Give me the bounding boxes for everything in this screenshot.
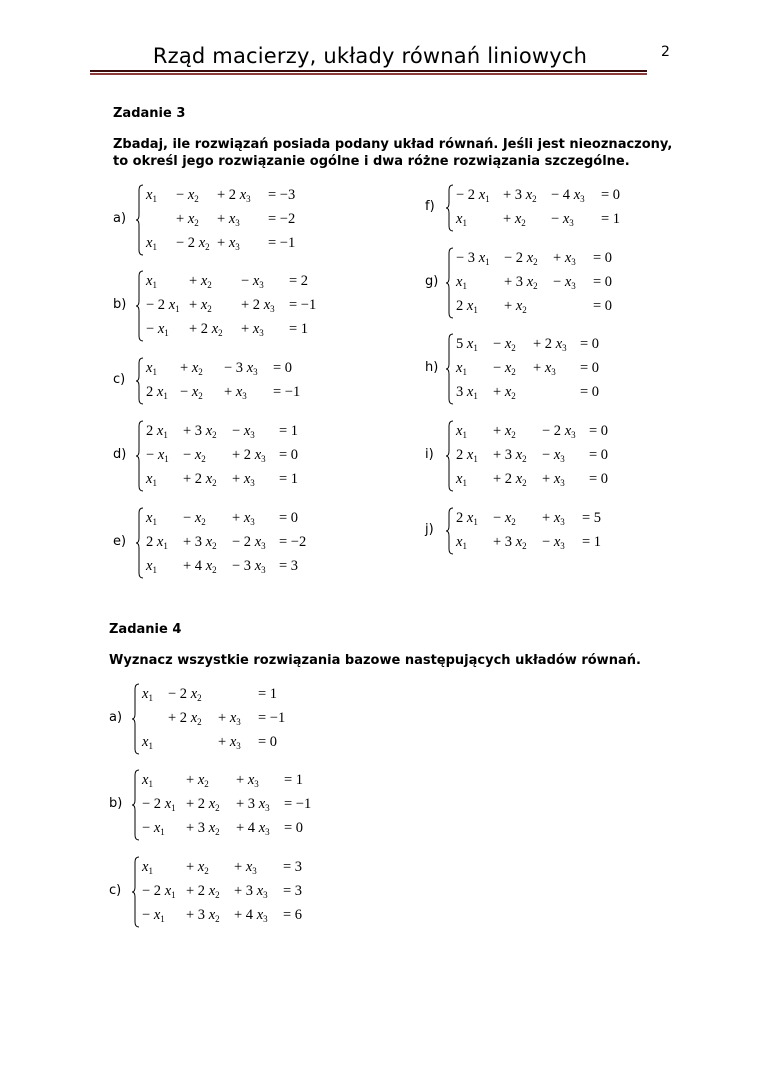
equation-term: $x_1$ xyxy=(146,471,157,488)
equation-term: + 3 $x_2$ xyxy=(503,187,537,204)
equation-term: + 4 $x_2$ xyxy=(183,558,217,575)
zadanie-3-system-label: i) xyxy=(425,447,434,462)
equation-term: − $x_3$ xyxy=(542,534,565,551)
zadanie-3-equation-system xyxy=(445,184,645,232)
equation-term: + $x_2$ xyxy=(503,211,526,228)
equation-term: $x_1$ xyxy=(456,211,467,228)
equation-term: − $x_2$ xyxy=(183,510,206,527)
equation-term: − 2 $x_1$ xyxy=(142,796,176,813)
equation-term: + 2 $x_3$ xyxy=(533,336,567,353)
left-brace xyxy=(445,507,455,555)
zadanie-4-heading: Zadanie 4 xyxy=(109,622,182,637)
zadanie-3-system-label: b) xyxy=(113,297,127,312)
zadanie-3-system-label: h) xyxy=(425,360,439,375)
equation-rhs: = −1 xyxy=(268,235,296,251)
zadanie-3-heading: Zadanie 3 xyxy=(113,106,186,121)
equation-rhs: = 0 xyxy=(589,423,609,439)
zadanie-3-system-label: f) xyxy=(425,199,435,214)
zadanie-4-system-label: a) xyxy=(109,710,123,725)
equation-rhs: = 0 xyxy=(593,274,613,290)
zadanie-3-equation-system xyxy=(135,507,335,579)
equation-term: $x_1$ xyxy=(456,360,467,377)
equation-rhs: = −3 xyxy=(268,187,296,203)
equation-term: + $x_3$ xyxy=(553,250,576,267)
zadanie-4-instruction: Wyznacz wszystkie rozwiązania bazowe następujących układów równań. xyxy=(109,653,641,668)
equation-rhs: = 1 xyxy=(258,686,278,702)
equation-rhs: = 0 xyxy=(589,471,609,487)
equation-term: + $x_2$ xyxy=(186,859,209,876)
zadanie-3-system-label: g) xyxy=(425,274,439,289)
equation-term: 2 $x_1$ xyxy=(456,447,478,464)
equation-term: − $x_2$ xyxy=(183,447,206,464)
equation-term: 3 $x_1$ xyxy=(456,384,478,401)
equation-term: − $x_1$ xyxy=(142,907,165,924)
equation-term: + 2 $x_3$ xyxy=(241,297,275,314)
equation-term: − $x_1$ xyxy=(146,321,169,338)
equation-rhs: = 0 xyxy=(580,336,600,352)
equation-term: − $x_3$ xyxy=(241,273,264,290)
equation-term: $x_1$ xyxy=(146,273,157,290)
zadanie-3-equation-system xyxy=(135,184,335,256)
equation-rhs: = 1 xyxy=(279,471,299,487)
equation-rhs: = −1 xyxy=(273,384,301,400)
equation-term: 2 $x_1$ xyxy=(456,298,478,315)
equation-term: + 2 $x_2$ xyxy=(186,883,220,900)
equation-rhs: = 0 xyxy=(284,820,304,836)
equation-term: + 2 $x_2$ xyxy=(493,471,527,488)
equation-term: − $x_3$ xyxy=(542,447,565,464)
equation-term: $x_1$ xyxy=(142,772,153,789)
equation-term: $x_1$ xyxy=(142,859,153,876)
zadanie-4-equation-system xyxy=(131,769,331,841)
equation-rhs: = 5 xyxy=(582,510,602,526)
equation-term: + $x_3$ xyxy=(236,772,259,789)
equation-term: + 2 $x_2$ xyxy=(189,321,223,338)
equation-term: $x_1$ xyxy=(146,235,157,252)
equation-term: $x_1$ xyxy=(456,534,467,551)
header-divider xyxy=(90,70,647,76)
equation-rhs: = −1 xyxy=(284,796,312,812)
equation-term: + $x_2$ xyxy=(504,298,527,315)
zadanie-3-system-label: e) xyxy=(113,534,127,549)
zadanie-4-equation-system xyxy=(131,856,331,928)
left-brace xyxy=(131,769,141,841)
equation-term: + $x_2$ xyxy=(189,297,212,314)
equation-rhs: = 1 xyxy=(279,423,299,439)
equation-term: − $x_3$ xyxy=(553,274,576,291)
equation-rhs: = 1 xyxy=(601,211,621,227)
equation-term: + $x_3$ xyxy=(217,235,240,252)
equation-term: $x_1$ xyxy=(456,471,467,488)
zadanie-4-system-label: b) xyxy=(109,796,123,811)
equation-term: − 3 $x_3$ xyxy=(232,558,266,575)
zadanie-3-system-label: d) xyxy=(113,447,127,462)
page-title: Rząd macierzy, układy równań liniowych xyxy=(152,44,588,68)
zadanie-3-instruction-line2: to określ jego rozwiązanie ogólne i dwa różne rozwiązania szczególne. xyxy=(113,154,630,169)
left-brace xyxy=(135,420,145,492)
equation-term: + $x_3$ xyxy=(218,710,241,727)
equation-term: + $x_3$ xyxy=(217,211,240,228)
left-brace xyxy=(445,333,455,405)
equation-rhs: = 3 xyxy=(279,558,299,574)
equation-term: + 3 $x_3$ xyxy=(234,883,268,900)
equation-rhs: = 0 xyxy=(580,384,600,400)
equation-term: − 3 $x_1$ xyxy=(456,250,490,267)
equation-rhs: = 0 xyxy=(279,447,299,463)
equation-term: − 2 $x_1$ xyxy=(142,883,176,900)
zadanie-3-equation-system xyxy=(445,333,645,405)
equation-rhs: = 6 xyxy=(283,907,303,923)
equation-rhs: = 1 xyxy=(582,534,602,550)
equation-term: − 2 $x_3$ xyxy=(232,534,266,551)
equation-term: − 2 $x_2$ xyxy=(504,250,538,267)
equation-term: + $x_3$ xyxy=(232,510,255,527)
equation-term: $x_1$ xyxy=(142,734,153,751)
zadanie-3-equation-system xyxy=(445,247,645,319)
equation-term: + 2 $x_2$ xyxy=(183,471,217,488)
equation-rhs: = −2 xyxy=(279,534,307,550)
equation-term: 2 $x_1$ xyxy=(456,510,478,527)
equation-term: − $x_2$ xyxy=(176,187,199,204)
equation-rhs: = 0 xyxy=(258,734,278,750)
left-brace xyxy=(135,270,145,342)
zadanie-4-system-label: c) xyxy=(109,883,122,898)
left-brace xyxy=(131,683,141,755)
left-brace xyxy=(445,184,455,232)
zadanie-3-system-label: j) xyxy=(425,522,434,537)
zadanie-3-equation-system xyxy=(135,270,335,342)
equation-rhs: = 3 xyxy=(283,859,303,875)
equation-term: + $x_3$ xyxy=(234,859,257,876)
equation-rhs: = 0 xyxy=(589,447,609,463)
equation-term: + 3 $x_2$ xyxy=(183,534,217,551)
equation-term: + 3 $x_2$ xyxy=(186,820,220,837)
equation-rhs: = −1 xyxy=(289,297,317,313)
equation-term: + 4 $x_3$ xyxy=(236,820,270,837)
equation-term: + $x_3$ xyxy=(542,471,565,488)
equation-term: 5 $x_1$ xyxy=(456,336,478,353)
left-brace xyxy=(135,357,145,405)
equation-term: − $x_3$ xyxy=(551,211,574,228)
equation-term: − 4 $x_3$ xyxy=(551,187,585,204)
equation-term: + 3 $x_2$ xyxy=(493,447,527,464)
equation-term: + $x_3$ xyxy=(232,471,255,488)
equation-term: + $x_2$ xyxy=(180,360,203,377)
equation-term: + $x_3$ xyxy=(542,510,565,527)
equation-term: 2 $x_1$ xyxy=(146,534,168,551)
equation-term: $x_1$ xyxy=(142,686,153,703)
zadanie-3-equation-system xyxy=(445,420,645,492)
left-brace xyxy=(445,420,455,492)
equation-term: + $x_2$ xyxy=(186,772,209,789)
equation-term: + 3 $x_3$ xyxy=(236,796,270,813)
equation-term: 2 $x_1$ xyxy=(146,384,168,401)
equation-term: + 4 $x_3$ xyxy=(234,907,268,924)
left-brace xyxy=(131,856,141,928)
equation-rhs: = −1 xyxy=(258,710,286,726)
equation-rhs: = 0 xyxy=(273,360,293,376)
equation-term: − $x_2$ xyxy=(180,384,203,401)
equation-term: − $x_3$ xyxy=(232,423,255,440)
equation-term: + 3 $x_2$ xyxy=(504,274,538,291)
equation-term: + 2 $x_2$ xyxy=(186,796,220,813)
equation-rhs: = 0 xyxy=(601,187,621,203)
equation-term: − $x_1$ xyxy=(142,820,165,837)
equation-term: $x_1$ xyxy=(456,423,467,440)
equation-rhs: = 0 xyxy=(580,360,600,376)
equation-term: + 3 $x_2$ xyxy=(183,423,217,440)
equation-term: 2 $x_1$ xyxy=(146,423,168,440)
equation-term: + $x_3$ xyxy=(224,384,247,401)
equation-rhs: = 2 xyxy=(289,273,309,289)
zadanie-3-system-label: a) xyxy=(113,211,127,226)
equation-rhs: = 0 xyxy=(593,298,613,314)
equation-term: + $x_2$ xyxy=(493,384,516,401)
equation-term: + $x_2$ xyxy=(493,423,516,440)
equation-term: $x_1$ xyxy=(146,187,157,204)
equation-term: $x_1$ xyxy=(146,360,157,377)
zadanie-3-equation-system xyxy=(135,420,335,492)
equation-term: − 2 $x_1$ xyxy=(146,297,180,314)
equation-term: + 2 $x_2$ xyxy=(168,710,202,727)
equation-term: − 2 $x_2$ xyxy=(168,686,202,703)
zadanie-3-equation-system xyxy=(445,507,645,555)
left-brace xyxy=(445,247,455,319)
equation-term: + $x_2$ xyxy=(176,211,199,228)
zadanie-3-equation-system xyxy=(135,357,335,405)
zadanie-4-equation-system xyxy=(131,683,331,755)
equation-term: − 2 $x_1$ xyxy=(456,187,490,204)
equation-rhs: = 0 xyxy=(279,510,299,526)
equation-term: − 3 $x_3$ xyxy=(224,360,258,377)
equation-term: + $x_3$ xyxy=(533,360,556,377)
equation-term: − $x_1$ xyxy=(146,447,169,464)
left-brace xyxy=(135,184,145,256)
equation-term: + $x_2$ xyxy=(189,273,212,290)
left-brace xyxy=(135,507,145,579)
equation-term: − $x_2$ xyxy=(493,336,516,353)
equation-term: − $x_2$ xyxy=(493,360,516,377)
zadanie-3-system-label: c) xyxy=(113,372,126,387)
equation-term: + 3 $x_2$ xyxy=(493,534,527,551)
equation-term: + 2 $x_3$ xyxy=(232,447,266,464)
equation-term: + $x_3$ xyxy=(218,734,241,751)
page-number: 2 xyxy=(661,44,670,60)
equation-term: + 2 $x_3$ xyxy=(217,187,251,204)
equation-term: + 3 $x_2$ xyxy=(186,907,220,924)
equation-rhs: = 0 xyxy=(593,250,613,266)
equation-term: − 2 $x_3$ xyxy=(542,423,576,440)
equation-term: − $x_2$ xyxy=(493,510,516,527)
equation-term: $x_1$ xyxy=(146,510,157,527)
equation-term: $x_1$ xyxy=(146,558,157,575)
equation-term: $x_1$ xyxy=(456,274,467,291)
equation-term: − 2 $x_2$ xyxy=(176,235,210,252)
equation-term: + $x_3$ xyxy=(241,321,264,338)
equation-rhs: = 1 xyxy=(289,321,309,337)
equation-rhs: = 1 xyxy=(284,772,304,788)
equation-rhs: = −2 xyxy=(268,211,296,227)
equation-rhs: = 3 xyxy=(283,883,303,899)
zadanie-3-instruction-line1: Zbadaj, ile rozwiązań posiada podany układ równań. Jeśli jest nieoznaczony, xyxy=(113,137,673,152)
